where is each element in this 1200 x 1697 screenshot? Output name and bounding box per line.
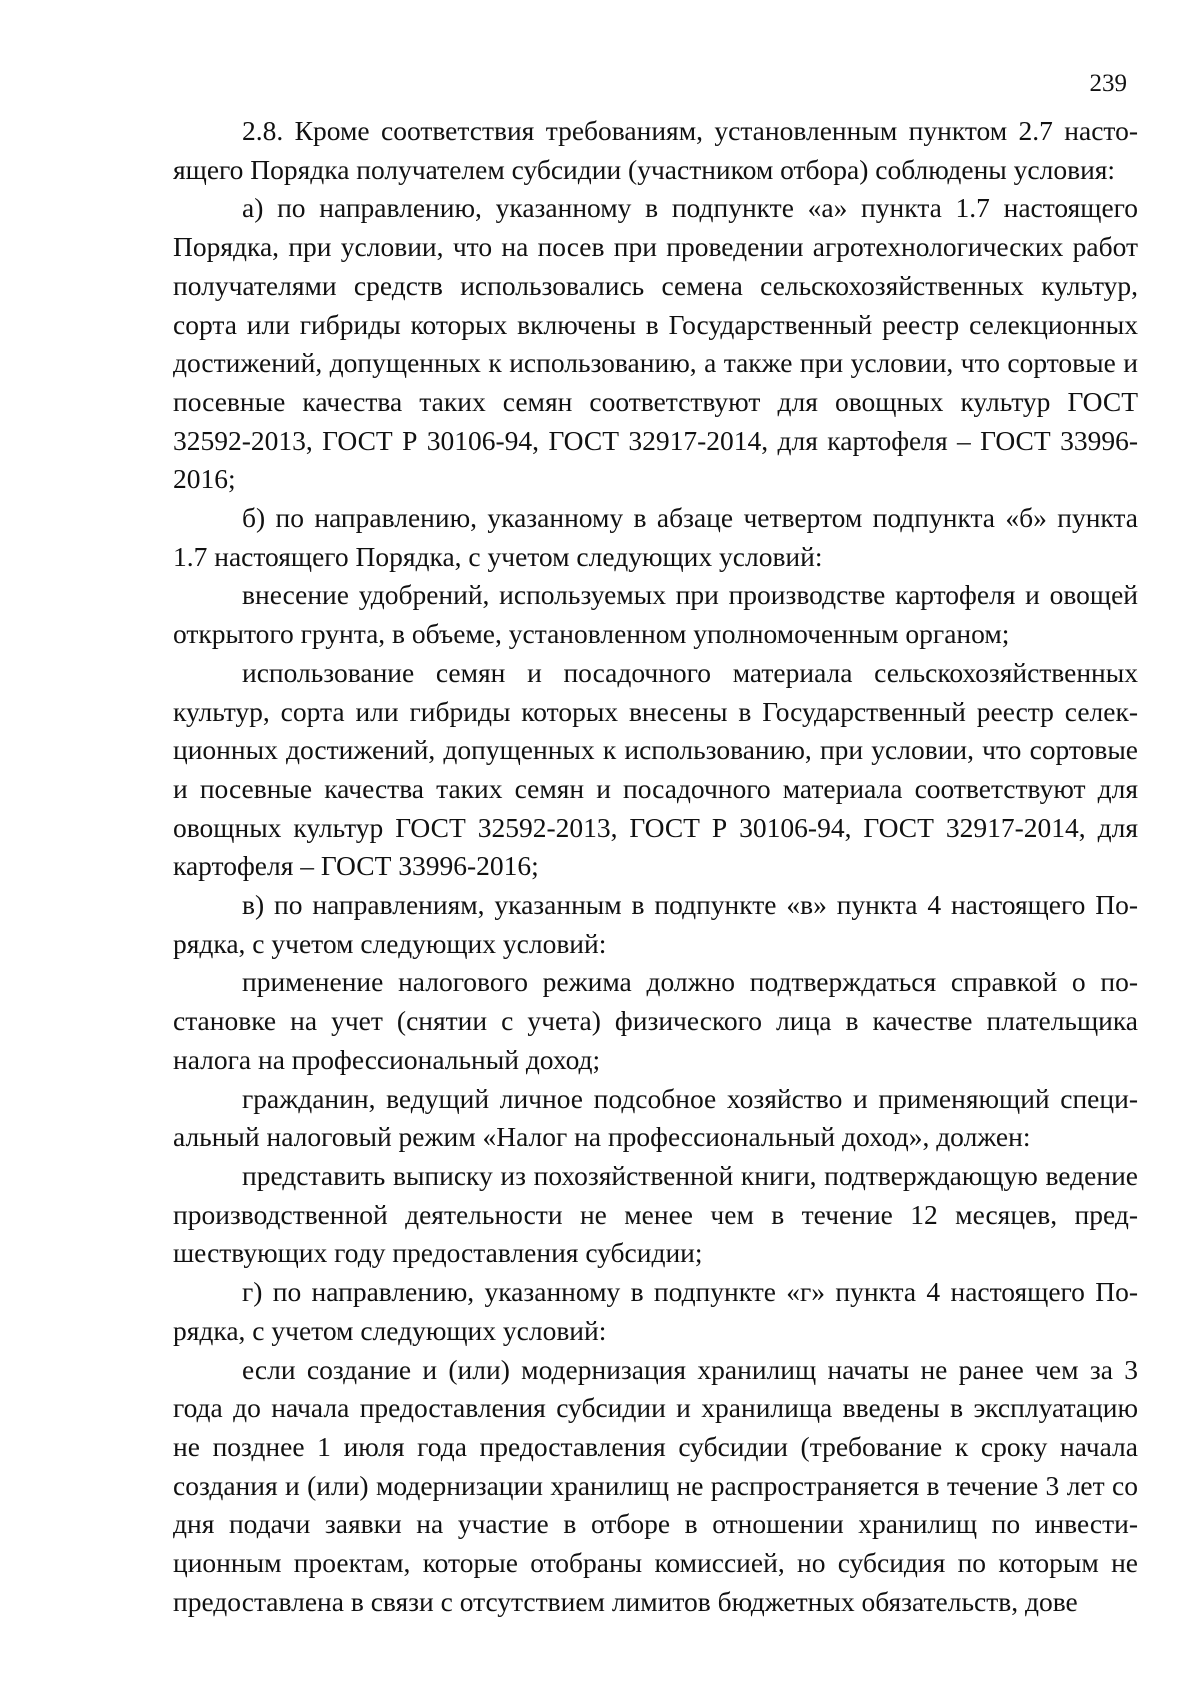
page-number: 239: [1089, 70, 1127, 97]
paragraph-v-citizen: гражданин, ведущий личное подсобное хозяйство и применяющий специальный налоговый режим «Налог на профессиональный доход», должен:: [173, 1082, 1138, 1153]
paragraph-g-storage: если создание и (или) модернизация хранилищ начаты не ранее чем за 3 года до начала предоставления субсидии и хранилища введены в эксплуатацию не позднее 1 июля года предоставления субсидии (требование к сроку начала создания и (или) модернизации хранилищ не распространяется в течение 3 лет со дня подачи заявки на участие в отборе в отношении хранилищ по инвестиционным проектам, которые отобраны комиссией, но субсидия по которым не предоставлена в связи с отсутствием лимитов бюджетных обязательств, дове: [173, 1353, 1138, 1617]
paragraph-v-tax-regime: применение налогового режима должно подтверждаться справкой о постановке на учет (снятии с учета) физического лица в качестве плательщика налога на профессиональный доход;: [173, 966, 1138, 1075]
paragraph-2-8: 2.8. Кроме соответствия требованиям, установленным пунктом 2.7 настоящего Порядка получателем субсидии (участником отбора) соблюдены условия:: [173, 115, 1138, 185]
document-body: [173, 112, 1138, 1621]
paragraph-g: г) по направлению, указанному в подпункте «г» пункта 4 настоящего Порядка, с учетом следующих условий:: [173, 1276, 1138, 1346]
paragraph-b-seeds: использование семян и посадочного материала сельскохозяйственных культур, сорта или гибриды которых внесены в Государственный реестр селекционных достижений, допущенных к использованию, при условии, что сортовые и посевные качества таких семян и посадочного материала соответствуют для овощных культур ГОСТ 32592-2013, ГОСТ Р 30106-94, ГОСТ 32917-2014, для картофеля – ГОСТ 33996-2016;: [173, 656, 1138, 882]
paragraph-b: б) по направлению, указанному в абзаце четвертом подпункта «б» пункта 1.7 настоящего Порядка, с учетом следующих условий:: [173, 502, 1138, 572]
paragraph-b-fertilizers: внесение удобрений, используемых при производстве картофеля и овощей открытого грунта, в объеме, установленном уполномоченным органом;: [173, 579, 1138, 650]
paragraph-v: в) по направлениям, указанным в подпункте «в» пункта 4 настоящего Порядка, с учетом следующих условий:: [173, 889, 1138, 959]
paragraph-a: а) по направлению, указанному в подпункте «а» пункта 1.7 настоящего Порядка, при условии, что на посев при проведении агротехнологических работ получателями средств использовались семена сельскохозяйственных культур, сорта или гибриды которых включены в Государственный реестр селекционных достижений, допущенных к использованию, а также при условии, что сортовые и посевные качества таких семян соответствуют для овощных культур ГОСТ 32592-2013, ГОСТ Р 30106-94, ГОСТ 32917-2014, для картофеля – ГОСТ 33996-2016;: [173, 192, 1138, 495]
paragraph-v-extract: представить выписку из похозяйственной книги, подтверждающую ведение производственной деятельности не менее чем в течение 12 месяцев, предшествующих году предоставления субсидии;: [173, 1159, 1138, 1269]
